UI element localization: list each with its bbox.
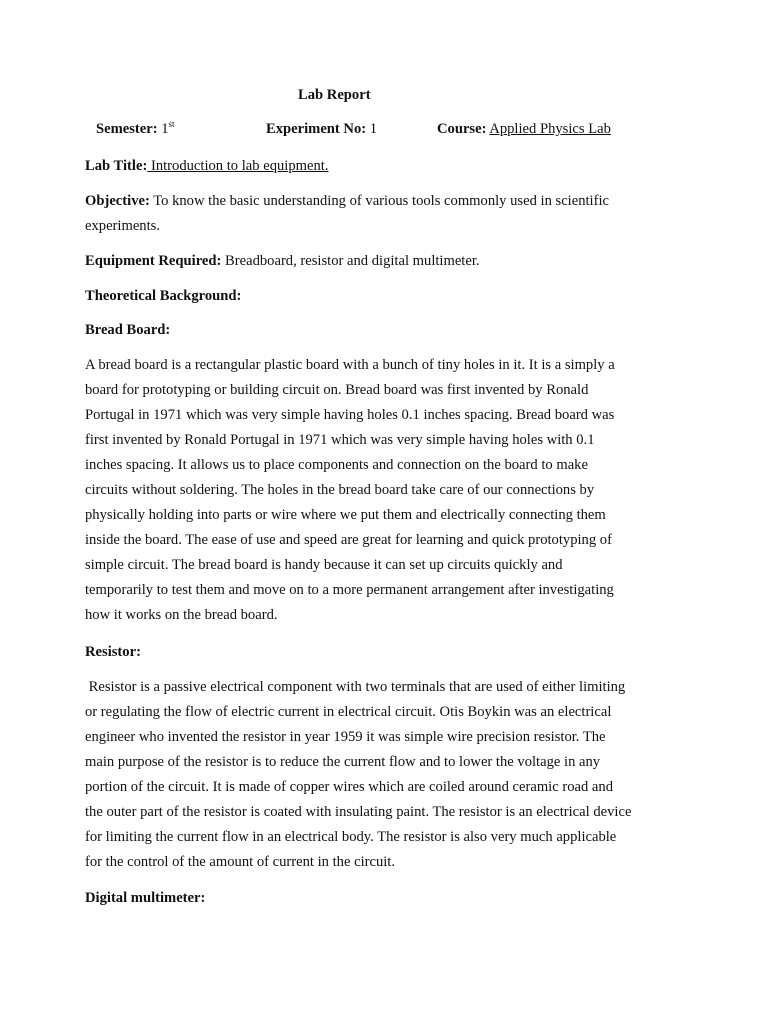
semester-value: 1 xyxy=(161,121,169,137)
experiment-field xyxy=(266,121,377,138)
paragraph-line: main purpose of the resistor is to reduce the current flow and to lower the voltage in any xyxy=(85,754,601,770)
digital-multimeter-heading: Digital multimeter: xyxy=(85,890,206,906)
objective-section xyxy=(85,189,625,239)
paragraph-line: inches spacing. It allows us to place components and connection on the board to make xyxy=(85,457,588,473)
paragraph-line: Resistor is a passive electrical component with two terminals that are used of either limiting xyxy=(85,679,626,695)
equipment-label: Equipment Required: xyxy=(85,253,222,269)
paragraph-line: simple circuit. The bread board is handy because it can set up circuits quickly and xyxy=(85,557,563,573)
course-field xyxy=(437,121,611,138)
paragraph-line: portion of the circuit. It is made of copper wires which are coiled around ceramic road and xyxy=(85,779,614,795)
objective-label: Objective: xyxy=(85,193,150,209)
paragraph-line: inside the board. The ease of use and speed are great for learning and quick prototyping of xyxy=(85,532,612,548)
objective-line-2: experiments. xyxy=(85,218,160,234)
paragraph-line: first invented by Ronald Portugal in 1971 which was very simple having holes with 0.1 xyxy=(85,432,595,448)
paragraph-line: or regulating the flow of electric current in electrical circuit. Otis Boykin was an electrical xyxy=(85,704,612,720)
paragraph-line: A bread board is a rectangular plastic board with a bunch of tiny holes in it. It is a simply a xyxy=(85,357,615,373)
paragraph-line: engineer who invented the resistor in year 1959 it was simple wire precision resistor. The xyxy=(85,729,606,745)
meta-row xyxy=(0,121,768,143)
paragraph-line: temporarily to test them and move on to a more permanent arrangement after investigating xyxy=(85,582,614,598)
paragraph-line: Portugal in 1971 which was very simple having holes 0.1 inches spacing. Bread board was xyxy=(85,407,615,423)
report-title: Lab Report xyxy=(298,87,371,103)
semester-field xyxy=(96,121,175,138)
theoretical-background-heading: Theoretical Background: xyxy=(85,288,242,304)
paragraph-line: for the control of the amount of current in the circuit. xyxy=(85,854,396,870)
bread-board-heading: Bread Board: xyxy=(85,322,171,338)
course-label: Course: xyxy=(437,121,487,137)
paragraph-line: for limiting the current flow in an electrical body. The resistor is also very much applicable xyxy=(85,829,617,845)
lab-title-label: Lab Title: xyxy=(85,158,148,174)
objective-line-1 xyxy=(85,189,625,214)
paragraph-line: physically holding into parts or wire where we put them and electrically connecting them xyxy=(85,507,606,523)
paragraph-line: the outer part of the resistor is coated with insulating paint. The resistor is an electrical device xyxy=(85,804,632,820)
paragraph-line: circuits without soldering. The holes in the bread board take care of our connections by xyxy=(85,482,595,498)
objective-text-1: To know the basic understanding of various tools commonly used in scientific xyxy=(153,193,609,209)
bread-board-paragraph xyxy=(85,353,625,628)
paragraph-line: board for prototyping or building circuit on. Bread board was first invented by Ronald xyxy=(85,382,589,398)
experiment-label: Experiment No: xyxy=(266,121,367,137)
equipment-line xyxy=(85,249,625,274)
lab-title-value: Introduction to lab equipment. xyxy=(147,158,329,174)
equipment-value: Breadboard, resistor and digital multimeter. xyxy=(225,253,480,269)
lab-title-line xyxy=(85,154,625,179)
experiment-value: 1 xyxy=(369,121,378,137)
semester-label: Semester: xyxy=(96,121,158,137)
resistor-heading: Resistor: xyxy=(85,644,141,660)
resistor-paragraph xyxy=(85,675,632,875)
course-value: Applied Physics Lab xyxy=(489,121,611,137)
paragraph-line: how it works on the bread board. xyxy=(85,607,278,623)
semester-superscript: st xyxy=(168,119,175,129)
